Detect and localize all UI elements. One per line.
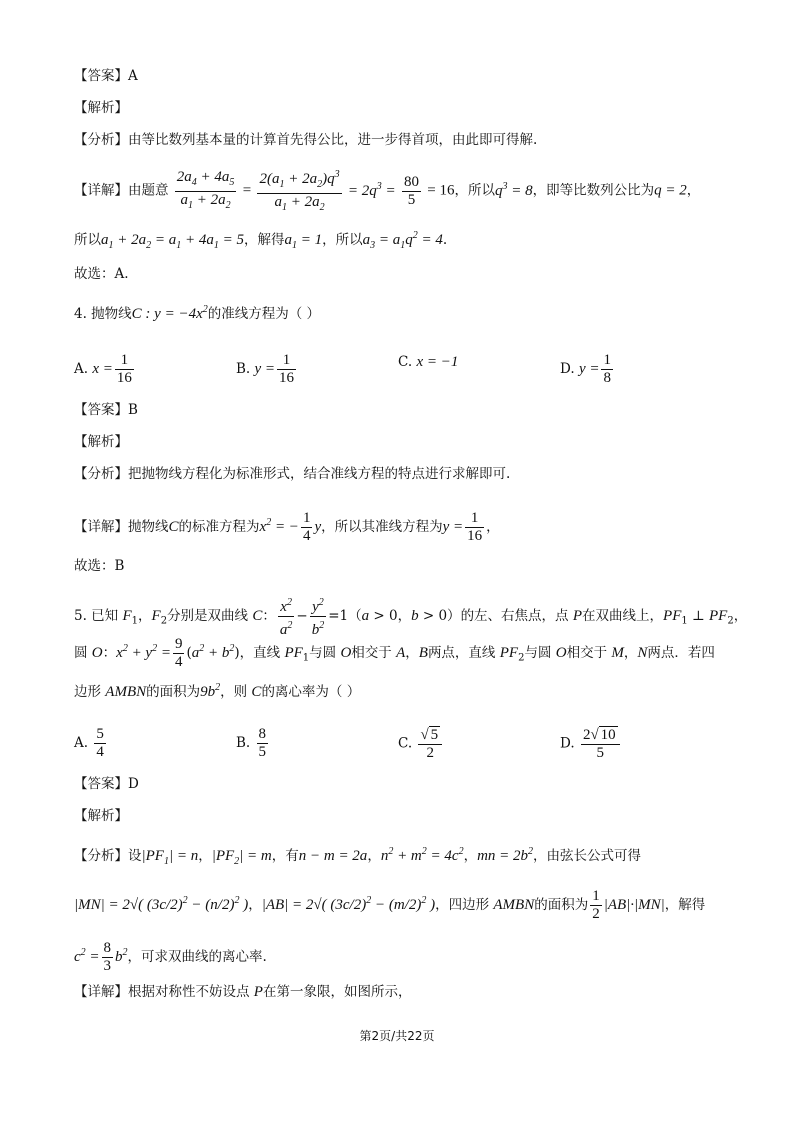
q5-l1-d: 在双曲线上，	[582, 608, 664, 624]
detail-tag: 【详解】	[74, 984, 128, 1000]
q4-stem-post: 的准线方程为（ ）	[207, 306, 321, 322]
q5-l2-b: ，直线	[239, 645, 285, 661]
q5-fenxi-f: ，解得	[664, 897, 706, 913]
q5-l2-h: 两点．若四	[647, 645, 715, 661]
q4-option-c-label: C.	[398, 354, 413, 370]
page-footer: 第2页/共22页	[359, 1029, 435, 1043]
analysis-tag: 【解析】	[74, 100, 128, 116]
q5-detail-a: 根据对称性不妨设点	[128, 984, 254, 1000]
q5-l3-a: 边形	[74, 684, 106, 700]
q4-option-b[interactable]: B. y = $\frac{1}{16}$	[236, 352, 295, 386]
q5-l2-a: 圆	[74, 645, 92, 661]
detail-tag: 【详解】	[74, 182, 128, 199]
q5-l2-e: 两点，直线	[427, 645, 500, 661]
q4-option-a-frac: $\frac{1}{16}$	[116, 352, 132, 386]
q5-l2-g: 相交于	[566, 645, 612, 661]
q4-option-d[interactable]: D. y = $\frac{1}{8}$	[560, 352, 611, 386]
q4-stem-pre: 4. 抛物线	[74, 306, 132, 322]
q3-answer-line	[74, 66, 138, 86]
q5-fenxi-e: 的面积为	[534, 897, 589, 913]
answer-tag: 【答案】	[74, 68, 128, 84]
q4-detail-a: 抛物线	[128, 519, 169, 535]
q4-choose: 故选：B	[74, 558, 125, 574]
q4-analysis-heading: 【解析】	[74, 434, 128, 450]
q5-l2-f: 与圆	[524, 645, 556, 661]
q5-fenxi-g: ，可求双曲线的离心率.	[127, 949, 267, 965]
q3-detail-lead: 由题意	[128, 182, 169, 199]
q4-fenxi-text: 把抛物线方程化为标准形式，结合准线方程的特点进行求解即可.	[128, 466, 511, 482]
q3-fenxi-line	[74, 130, 537, 150]
q5-stem-line-3: 边形 AMBN的面积为$9b^2$，则 C的离心率为（ ）	[74, 682, 361, 700]
q5-option-c[interactable]	[398, 726, 444, 762]
q5-fenxi-c: ，由弦长公式可得	[533, 848, 642, 864]
fenxi-tag: 【分析】	[74, 848, 128, 864]
q3-detail-line-2: 所以$a_1 + 2a_2 = a_1 + 4a_1 = 5$，解得$a_1 = 1$，所以$a_3 = a_1q^2 = 4$.	[74, 230, 448, 251]
q3-analysis-heading	[74, 98, 128, 118]
fenxi-tag: 【分析】	[74, 466, 128, 482]
q5-l2-c: 与圆	[309, 645, 341, 661]
q5-l1-a: 5. 已知	[74, 608, 123, 624]
q4-option-d-label: D.	[560, 361, 575, 377]
q5-option-c-label: C.	[398, 735, 413, 752]
q4-option-b-label: B.	[236, 361, 251, 377]
q3-detail-text-a: ，所以	[454, 182, 495, 199]
q5-option-b[interactable]	[236, 726, 270, 761]
q5-option-a-label: A.	[74, 735, 89, 751]
q5-fenxi-frac: $\frac{8}{3}$	[103, 940, 112, 974]
q5-option-d-label: D.	[560, 735, 575, 752]
q5-l2-d: 相交于	[351, 645, 397, 661]
q5-l1-b: 分别是双曲线	[167, 608, 253, 624]
q5-fenxi-a: 设	[128, 848, 142, 864]
q5-stem-line-1: 5. 已知 $F_1$，$F_2$分别是双曲线 C： $\frac{x^2}{a^2}$ − $\frac{y^2}{b^2}$ =1（a > 0，b > 0）的左、右焦点，点 P在双曲线上，$PF_1$ ⊥ $PF_2$，	[74, 594, 747, 639]
q5-option-b-frac: $\frac{8}{5}$	[258, 726, 267, 760]
q3-fraction-3: $\frac{80}{5}$	[403, 173, 419, 208]
q5-fenxi-half: $\frac{1}{2}$	[592, 888, 600, 922]
q5-answer: D	[128, 776, 139, 792]
q5-option-a[interactable]	[74, 726, 108, 761]
q5-option-d-frac: $\frac{2√ 10}{5}$	[581, 726, 620, 762]
q5-fenxi-d: ，四边形	[435, 897, 494, 913]
q5-l1-c: 的左、右焦点，点	[460, 608, 573, 624]
q5-fenxi-line-1: 【分析】设$|PF_1| = n$，$|PF_2| = m$，有n − m = 2a，$n^2 + m^2 = 4c^2$，mn = $2b^2$，由弦长公式可得	[74, 846, 642, 867]
q4-detail-b: 的标准方程为	[178, 519, 260, 535]
q3-detail-text-d: ，解得	[244, 232, 285, 248]
q5-l3-d: 的离心率为（ ）	[261, 684, 361, 700]
q4-option-c[interactable]: C. x = −1	[398, 354, 459, 370]
q4-option-a-label: A.	[74, 361, 89, 377]
q5-stem-line-2: 圆 O：$x^2 + y^2$ = $\frac{9}{4}$ $(a^2 + b^2)$，直线 $PF_1$与圆 O相交于 A，B两点，直线 $PF_2$与圆 O相交于 M，N两点．若四	[74, 636, 715, 670]
q5-l3-c: ，则	[220, 684, 252, 700]
q5-option-c-frac: $\frac{√ 5}{2}$	[418, 726, 442, 762]
answer-tag: 【答案】	[74, 776, 128, 792]
q3-choose: 故选：A.	[74, 266, 129, 282]
q4-detail-frac-1: $\frac{1}{4}$	[302, 510, 311, 544]
q4-detail-frac-2: $\frac{1}{16}$	[467, 510, 483, 544]
q5-detail-line: 【详解】根据对称性不妨设点 P在第一象限，如图所示，	[74, 984, 412, 1000]
q5-option-a-frac: $\frac{5}{4}$	[96, 726, 104, 760]
q4-stem: 4. 抛物线C : $y = -4x^2$的准线方程为（ ）	[74, 304, 321, 322]
q3-detail-line-1: 【详解】由题意 $\frac{2a_4 + 4a_5}{a_1 + 2a_2}$ = $\frac{2(a_1 + 2a_2)q^3}{a_1 + 2a_2}$ = $2q^3$ = $\frac{80}{5}$ = 16，所以$q^3 = 8$，即等比数列公比为q = 2，	[74, 166, 700, 216]
q3-fenxi-text: 由等比数列基本量的计算首先得公比，进一步得首项，由此即可得解.	[128, 132, 538, 148]
q4-detail-line: 【详解】抛物线C的标准方程为$x^2$ = − $\frac{1}{4}$ y，所以其准线方程为y = $\frac{1}{16}$ ，	[74, 510, 500, 544]
q4-option-d-frac: $\frac{1}{8}$	[603, 352, 611, 386]
q5-fenxi-line-2: |MN| = 2√( $(3c/2)^2 - (n/2)^2$ )，|AB| = 2√( $(3c/2)^2 - (m/2)^2$ )，四边形 AMBN的面积为 $\frac{1}{2}$ |AB|·|MN|，解得	[74, 888, 706, 922]
q5-option-b-label: B.	[236, 735, 251, 751]
q3-detail-text-b: ，即等比数列公比为	[532, 182, 655, 199]
q3-fraction-1: $\frac{2a_4 + 4a_5}{a_1 + 2a_2}$	[176, 168, 235, 211]
q5-detail-b: 在第一象限，如图所示，	[262, 984, 412, 1000]
q4-answer: B	[128, 402, 138, 418]
q3-fraction-2: $\frac{2(a_1 + 2a_2)q^3}{a_1 + 2a_2}$	[257, 166, 341, 216]
q5-l3-b: 的面积为	[146, 684, 201, 700]
q3-answer: A	[128, 68, 138, 84]
fenxi-tag: 【分析】	[74, 132, 128, 148]
q5-frac-y: $\frac{y^2}{b^2}$	[310, 594, 327, 639]
q3-detail-text-e: ，所以	[322, 232, 363, 248]
detail-tag: 【详解】	[74, 519, 128, 535]
q5-frac-circle: $\frac{9}{4}$	[174, 636, 183, 670]
q4-detail-c: ，所以其准线方程为	[321, 519, 443, 535]
q5-answer-line	[74, 774, 139, 794]
q4-option-a[interactable]: A. x = $\frac{1}{16}$	[74, 352, 132, 386]
q5-fenxi-line-3: $c^2$ = $\frac{8}{3}$ $b^2$，可求双曲线的离心率.	[74, 940, 267, 974]
q4-fenxi-line	[74, 464, 510, 484]
q4-answer-line	[74, 400, 138, 420]
q4-option-b-frac: $\frac{1}{16}$	[279, 352, 295, 386]
q5-fenxi-b: ，有	[271, 848, 299, 864]
q3-detail-text-c: 所以	[74, 232, 101, 248]
q5-analysis-heading: 【解析】	[74, 808, 128, 824]
q5-option-d[interactable]	[560, 726, 622, 762]
q5-frac-x: $\frac{x^2}{a^2}$	[278, 594, 295, 639]
answer-tag: 【答案】	[74, 402, 128, 418]
